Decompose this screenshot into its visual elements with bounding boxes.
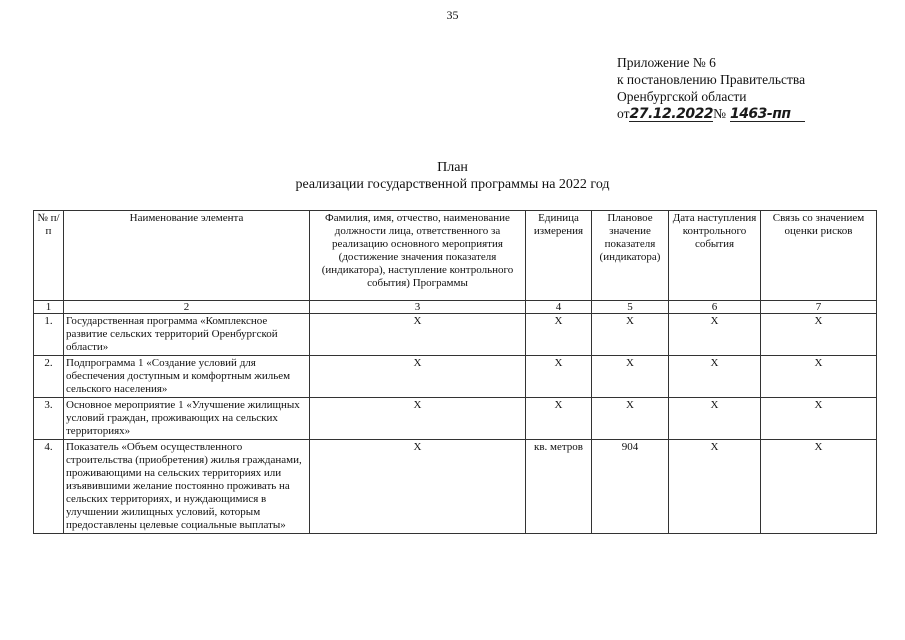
- row-number: 1.: [34, 314, 64, 356]
- handwritten-date: 27.12.2022: [629, 106, 714, 122]
- risk-cell: Х: [761, 440, 877, 534]
- element-name: Показатель «Объем осуществленного строительства (приобретения) жилья гражданами, проживающими на сельских территориях или изъявившими желание постоянно проживать на сельских территориях, и нуждающимися в улучшении жилищных условий, которым предоставлены целевые социальные выплаты»: [64, 440, 310, 534]
- table-row: [34, 314, 877, 356]
- handwritten-number: 1463-пп: [730, 107, 805, 122]
- header-responsible: Фамилия, имя, отчество, наименование должности лица, ответственного за реализацию основного мероприятия (достижение значения показателя (индикатора), наступление контрольного события) Программы: [310, 211, 526, 301]
- row-number: 4.: [34, 440, 64, 534]
- column-number: 4: [526, 301, 592, 314]
- element-name: Основное мероприятие 1 «Улучшение жилищных условий граждан, проживающих на сельских территориях»: [64, 398, 310, 440]
- column-numbers-row: [34, 301, 877, 314]
- date-cell: Х: [669, 356, 761, 398]
- table-row: [34, 356, 877, 398]
- date-cell: Х: [669, 398, 761, 440]
- element-name: Подпрограмма 1 «Создание условий для обеспечения доступным и комфортным жильем сельского населения»: [64, 356, 310, 398]
- header-num: № п/п: [34, 211, 64, 301]
- header-unit: Единица измерения: [526, 211, 592, 301]
- plan-value-cell: Х: [592, 314, 669, 356]
- column-number: 1: [34, 301, 64, 314]
- table-row: [34, 398, 877, 440]
- responsible-cell: Х: [310, 356, 526, 398]
- column-number: 7: [761, 301, 877, 314]
- table-row: [34, 440, 877, 534]
- appendix-date-line: [617, 105, 805, 122]
- responsible-cell: Х: [310, 314, 526, 356]
- page-number: 35: [446, 8, 459, 22]
- plan-value-cell: 904: [592, 440, 669, 534]
- column-number: 6: [669, 301, 761, 314]
- header-name: Наименование элемента: [64, 211, 310, 301]
- column-number: 3: [310, 301, 526, 314]
- row-number: 3.: [34, 398, 64, 440]
- element-name: Государственная программа «Комплексное развитие сельских территорий Оренбургской области»: [64, 314, 310, 356]
- column-number: 5: [592, 301, 669, 314]
- header-risk: Связь со значением оценки рисков: [761, 211, 877, 301]
- plan-table: [33, 210, 877, 534]
- appendix-block: [617, 54, 805, 122]
- row-number: 2.: [34, 356, 64, 398]
- unit-cell: Х: [526, 356, 592, 398]
- responsible-cell: Х: [310, 440, 526, 534]
- column-number: 2: [64, 301, 310, 314]
- risk-cell: Х: [761, 398, 877, 440]
- header-row: [34, 211, 877, 301]
- number-prefix: №: [713, 106, 726, 121]
- plan-subtitle: реализации государственной программы на 2022 год: [295, 177, 610, 192]
- date-cell: Х: [669, 314, 761, 356]
- risk-cell: Х: [761, 314, 877, 356]
- date-prefix: от: [617, 106, 630, 121]
- header-date: Дата наступления контрольного события: [669, 211, 761, 301]
- appendix-decree: к постановлению Правительства: [617, 72, 806, 87]
- appendix-title: Приложение № 6: [617, 55, 716, 70]
- date-cell: Х: [669, 440, 761, 534]
- responsible-cell: Х: [310, 398, 526, 440]
- unit-cell: Х: [526, 398, 592, 440]
- appendix-region: Оренбургской области: [617, 89, 747, 104]
- plan-value-cell: Х: [592, 398, 669, 440]
- plan-value-cell: Х: [592, 356, 669, 398]
- header-plan-value: Плановое значение показателя (индикатора): [592, 211, 669, 301]
- risk-cell: Х: [761, 356, 877, 398]
- plan-title: План: [437, 160, 468, 175]
- unit-cell: Х: [526, 314, 592, 356]
- unit-cell: кв. метров: [526, 440, 592, 534]
